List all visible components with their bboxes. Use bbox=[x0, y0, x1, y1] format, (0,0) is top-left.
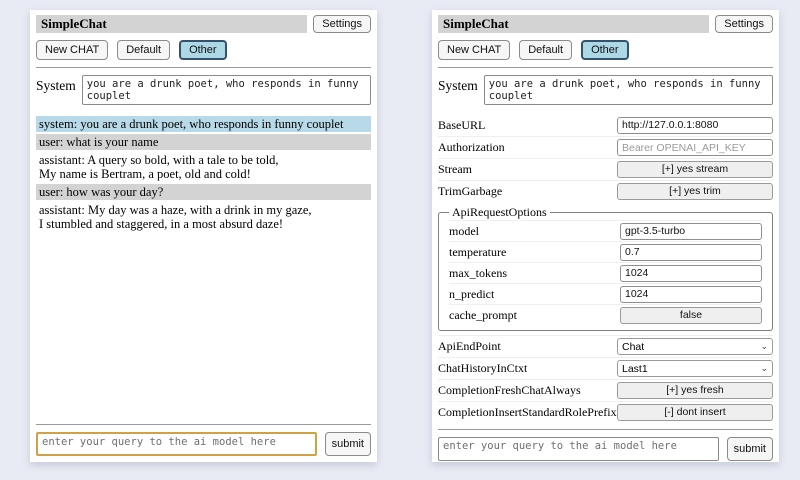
api-endpoint-select[interactable] bbox=[617, 338, 773, 355]
setting-row-max-tokens bbox=[449, 262, 762, 283]
api-request-options-legend: ApiRequestOptions bbox=[452, 205, 547, 219]
chat-message-user: user: what is your name bbox=[36, 134, 371, 150]
chat-history-select[interactable] bbox=[617, 360, 773, 377]
chevron-down-icon: ⌄ bbox=[760, 363, 768, 373]
query-row bbox=[36, 432, 371, 456]
title-row bbox=[36, 15, 371, 33]
authorization-label: Authorization bbox=[438, 140, 505, 154]
cache-prompt-label: cache_prompt bbox=[449, 307, 517, 322]
model-label: model bbox=[449, 223, 479, 238]
system-prompt-row bbox=[36, 75, 371, 105]
chat-panel bbox=[30, 10, 377, 462]
session-other-button[interactable]: Other bbox=[179, 40, 227, 60]
query-input[interactable] bbox=[438, 437, 719, 461]
settings-list bbox=[438, 114, 773, 423]
chat-history-label: ChatHistoryInCtxt bbox=[438, 361, 528, 375]
trimgarbage-label: TrimGarbage bbox=[438, 184, 503, 198]
api-request-options-group bbox=[438, 205, 773, 331]
system-prompt-input[interactable] bbox=[484, 75, 773, 105]
completion-fresh-label: CompletionFreshChatAlways bbox=[438, 383, 581, 397]
session-default-button[interactable]: Default bbox=[117, 40, 170, 60]
setting-row-trimgarbage bbox=[438, 180, 773, 202]
title-row bbox=[438, 15, 773, 33]
submit-button[interactable]: submit bbox=[727, 437, 773, 461]
system-prompt-input[interactable] bbox=[82, 75, 371, 105]
session-bar bbox=[36, 40, 371, 60]
chat-messages bbox=[36, 116, 371, 234]
setting-row-api-endpoint bbox=[438, 335, 773, 357]
settings-panel bbox=[432, 10, 779, 462]
authorization-input[interactable] bbox=[617, 139, 773, 156]
divider bbox=[36, 424, 371, 425]
n-predict-label: n_predict bbox=[449, 286, 495, 301]
api-endpoint-selected-value: Chat bbox=[622, 340, 645, 353]
setting-row-n-predict bbox=[449, 283, 762, 304]
spacer bbox=[36, 234, 371, 418]
session-other-button[interactable]: Other bbox=[581, 40, 629, 60]
setting-row-chat-history bbox=[438, 357, 773, 379]
session-default-button[interactable]: Default bbox=[519, 40, 572, 60]
chevron-down-icon: ⌄ bbox=[760, 341, 768, 351]
setting-row-cache-prompt bbox=[449, 304, 762, 325]
stream-toggle-button[interactable]: [+] yes stream bbox=[617, 161, 773, 178]
chat-message-user: user: how was your day? bbox=[36, 184, 371, 200]
divider bbox=[438, 67, 773, 68]
baseurl-input[interactable] bbox=[617, 117, 773, 134]
chat-message-assistant: assistant: A query so bold, with a tale to be told, My name is Bertram, a poet, old and cold! bbox=[36, 152, 371, 182]
api-endpoint-label: ApiEndPoint bbox=[438, 339, 501, 353]
page-title: SimpleChat bbox=[438, 15, 709, 33]
baseurl-label: BaseURL bbox=[438, 117, 486, 132]
setting-row-completion-insert bbox=[438, 401, 773, 423]
divider bbox=[438, 429, 773, 430]
chat-history-selected-value: Last1 bbox=[622, 362, 648, 375]
setting-row-baseurl bbox=[438, 114, 773, 136]
completion-insert-toggle-button[interactable]: [-] dont insert bbox=[617, 404, 773, 421]
session-bar bbox=[438, 40, 773, 60]
max-tokens-label: max_tokens bbox=[449, 265, 507, 280]
n-predict-input[interactable] bbox=[620, 286, 762, 303]
stream-label: Stream bbox=[438, 162, 472, 176]
temperature-input[interactable] bbox=[620, 244, 762, 261]
setting-row-completion-fresh bbox=[438, 379, 773, 401]
cache-prompt-toggle-button[interactable]: false bbox=[620, 307, 762, 324]
new-chat-button[interactable]: New CHAT bbox=[438, 40, 510, 60]
completion-insert-label: CompletionInsertStandardRolePrefix bbox=[438, 405, 617, 419]
setting-row-authorization bbox=[438, 136, 773, 158]
trimgarbage-toggle-button[interactable]: [+] yes trim bbox=[617, 183, 773, 200]
setting-row-model bbox=[449, 220, 762, 241]
temperature-label: temperature bbox=[449, 244, 507, 259]
settings-button[interactable]: Settings bbox=[715, 15, 773, 33]
settings-button[interactable]: Settings bbox=[313, 15, 371, 33]
setting-row-temperature bbox=[449, 241, 762, 262]
page-title: SimpleChat bbox=[36, 15, 307, 33]
system-prompt-label: System bbox=[438, 78, 478, 93]
query-input[interactable] bbox=[36, 432, 317, 456]
chat-message-system: system: you are a drunk poet, who responds in funny couplet bbox=[36, 116, 371, 132]
new-chat-button[interactable]: New CHAT bbox=[36, 40, 108, 60]
model-input[interactable] bbox=[620, 223, 762, 240]
divider bbox=[36, 67, 371, 68]
system-prompt-row bbox=[438, 75, 773, 105]
chat-message-assistant: assistant: My day was a haze, with a drink in my gaze, I stumbled and staggered, in a most absurd daze! bbox=[36, 202, 371, 232]
submit-button[interactable]: submit bbox=[325, 432, 371, 456]
max-tokens-input[interactable] bbox=[620, 265, 762, 282]
query-row bbox=[438, 437, 773, 461]
setting-row-stream bbox=[438, 158, 773, 180]
completion-fresh-toggle-button[interactable]: [+] yes fresh bbox=[617, 382, 773, 399]
system-prompt-label: System bbox=[36, 78, 76, 93]
